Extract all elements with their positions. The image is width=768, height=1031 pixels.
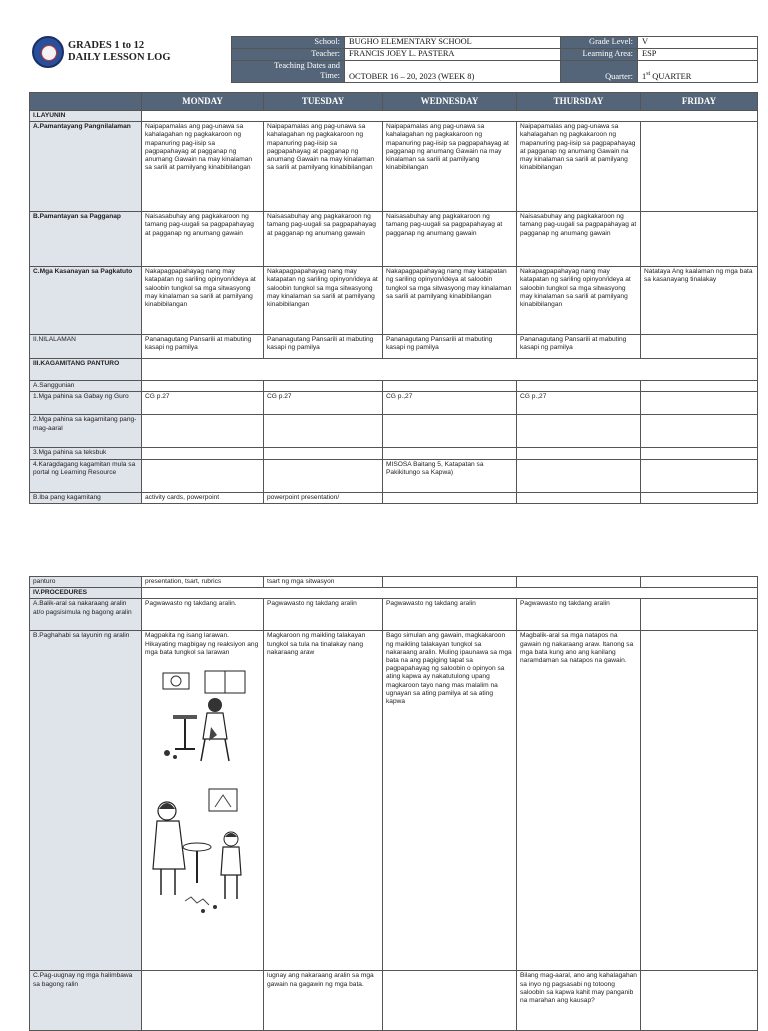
cell-mag-aaral-wednesday — [383, 415, 517, 448]
child-legs — [201, 739, 229, 761]
cell-mag-aaral-tuesday — [264, 415, 383, 448]
row-label-panturo: panturo — [30, 577, 142, 588]
cell-balik-monday: Pagwawasto ng takdang aralin. — [142, 599, 264, 631]
cell-panturo-friday — [641, 577, 758, 588]
cell-portal-friday — [641, 459, 758, 492]
cell-paghahabi-wednesday: Bago simulan ang gawain, magkakaroon ng maikling talakayan tungkol sa nakaraang aralin. Muling ipaunawa sa mga bata na ang pagiging tapat sa pagpapahayag ng saloobin o opinyon sa ating kapwa ay nakatutulong upang magkaroon tayo nang mas malalim na ugnayan sa ating pamilya at sa ating kapwa — [383, 631, 517, 971]
cell-gabay-monday: CG p.27 — [142, 392, 264, 415]
cell-sanggunian-monday — [142, 381, 264, 392]
header-title-line1: GRADES 1 to 12 — [68, 40, 145, 51]
table-leg — [175, 719, 195, 749]
cell-nilalaman-friday — [641, 335, 758, 359]
day-header-tuesday: TUESDAY — [264, 93, 383, 111]
cell-iba-monday: activity cards, powerpoint — [142, 492, 264, 503]
day-header-thursday: THURSDAY — [517, 93, 641, 111]
quarter-num: 1 — [642, 72, 647, 81]
section-layunin-blank — [142, 111, 758, 122]
row-label-kagamitang-mag-aaral: 2.Mga pahina sa kagamitang pang-mag-aaral — [30, 415, 142, 448]
cell-gabay-thursday: CG p.,27 — [517, 392, 641, 415]
toy-2 — [173, 755, 177, 759]
row-label-kasanayan: C.Mga Kasanayan sa Pagkatuto — [30, 267, 142, 335]
cell-teksbuk-friday — [641, 448, 758, 459]
cell-balik-wednesday: Pagwawasto ng takdang aralin — [383, 599, 517, 631]
cell-teksbuk-tuesday — [264, 448, 383, 459]
school-label: School: — [232, 37, 345, 49]
cell-balik-tuesday: Pagwawasto ng takdang aralin — [264, 599, 383, 631]
grade-level-value: V — [638, 37, 758, 49]
cell-pagganap-friday — [641, 212, 758, 267]
section-kagamitang-blank — [142, 359, 758, 381]
floor-scraps — [185, 897, 209, 905]
cell-paghahabi-tuesday: Magkaroon ng maikling talakayan tungkol sa tula na tinalakay nang nakaraang araw — [264, 631, 383, 971]
boy-body — [221, 847, 241, 875]
teaching-dates-label-line2: Time: — [320, 71, 340, 80]
cell-panturo-thursday — [517, 577, 641, 588]
school-value: BUGHO ELEMENTARY SCHOOL — [345, 37, 561, 49]
cell-mag-aaral-monday — [142, 415, 264, 448]
cell-portal-thursday — [517, 459, 641, 492]
cell-nilalaman-thursday: Pananagutang Pansarili at mabuting kasapi ng pamilya — [517, 335, 641, 359]
toy-1 — [164, 750, 170, 756]
teacher-value: FRANCIS JOEY L. PASTERA — [345, 49, 561, 61]
cell-paghahabi-monday — [142, 631, 264, 971]
teaching-dates-label — [232, 61, 345, 83]
teacher-label: Teacher: — [232, 49, 345, 61]
cell-teksbuk-thursday — [517, 448, 641, 459]
day-header-friday: FRIDAY — [641, 93, 758, 111]
boy-legs — [225, 875, 237, 899]
cell-sanggunian-friday — [641, 381, 758, 392]
row-label-pag-uugnay: C.Pag-uugnay ng mga halimbawa sa bagong ralin — [30, 971, 142, 1031]
day-header-monday: MONDAY — [142, 93, 264, 111]
picture-frame-2 — [209, 789, 237, 811]
row-label-iba-pang-kagamitan: B.Iba pang kagamitang — [30, 492, 142, 503]
row-label-teksbuk: 3.Mga pahina sa teksbuk — [30, 448, 142, 459]
cell-sanggunian-tuesday — [264, 381, 383, 392]
cell-portal-wednesday: MISOSA Baitang 5, Katapatan sa Pakikitungo sa Kapwa) — [383, 459, 517, 492]
row-label-pamantayan-pagganap: B.Pamantayan sa Pagganap — [30, 212, 142, 267]
cell-pamantayang-tuesday: Naipapamalas ang pag-unawa sa kahalagahan ng pagkakaroon ng mapanuring pag-iisip sa pagpapahayag at pagganap ng anumang Gawain na may kinalaman sa sarili at pamilyang kinabibilangan — [264, 122, 383, 212]
deped-seal-icon — [32, 36, 64, 68]
cell-iba-thursday — [517, 492, 641, 503]
quarter-rest: QUARTER — [650, 72, 692, 81]
section-layunin: I.LAYUNIN — [30, 111, 142, 122]
cell-pamantayang-thursday: Naipapamalas ang pag-unawa sa kahalagahan ng pagkakaroon ng mapanuring pag-iisip sa pagpapahayag at pagganap ng anumang Gawain na may kinalaman sa sarili at pamilyang kinabibilangan — [517, 122, 641, 212]
learning-area-label: Learning Area: — [561, 49, 638, 61]
cell-paguugnay-monday — [142, 971, 264, 1031]
quarter-sup: st — [646, 71, 651, 78]
cell-pamantayang-friday — [641, 122, 758, 212]
row-label-sanggunian: A.Sanggunian — [30, 381, 142, 392]
cell-mag-aaral-friday — [641, 415, 758, 448]
mother-dress — [153, 821, 185, 869]
grade-level-label: Grade Level: — [561, 37, 638, 49]
header-title-line2: DAILY LESSON LOG — [68, 52, 171, 63]
teaching-dates-value: OCTOBER 16 – 20, 2023 (WEEK 8) — [345, 61, 561, 83]
cell-paghahabi-thursday: Magbalik-aral sa mga natapos na gawain ng nakaraang araw. Itanong sa mga bata kung ano ang kanilang naramdaman sa natapos na gawain. — [517, 631, 641, 971]
cell-paguugnay-wednesday — [383, 971, 517, 1031]
cell-nilalaman-monday: Pananagutang Pansarili at mabuting kasapi ng pamilya — [142, 335, 264, 359]
cell-sanggunian-thursday — [517, 381, 641, 392]
row-label-pamantayang-pangnilalaman: A.Pamantayang Pangnilalaman — [30, 122, 142, 212]
floor-scrap-dot-1 — [213, 905, 217, 909]
cell-paguugnay-friday — [641, 971, 758, 1031]
lesson-log-table-page2 — [29, 576, 758, 1031]
cell-pamantayang-monday: Naipapamalas ang pag-unawa sa kahalagahan ng pagkakaroon ng mapanuring pag-iisip sa pagpapahayag at pagganap ng anumang Gawain na may kinalaman sa sarili at pamilyang kinabibilangan — [142, 122, 264, 212]
cell-panturo-tuesday: tsart ng mga sitwasyon — [264, 577, 383, 588]
cell-paghahabi-friday — [641, 631, 758, 971]
floor-scrap-dot-2 — [201, 909, 205, 913]
cell-balik-thursday: Pagwawasto ng takdang aralin — [517, 599, 641, 631]
classroom-illustration — [145, 669, 253, 929]
cell-pagganap-thursday: Naisasabuhay ang pagkakaroon ng tamang pag-uugali sa pagpapahayag at pagganap ng anumang gawain — [517, 212, 641, 267]
table-top — [173, 715, 197, 719]
row-label-balik-aral: A.Balik-aral sa nakaraang aralin at/o pagsisimula ng bagong aralin — [30, 599, 142, 631]
row-label-nilalaman: II.NILALAMAN — [30, 335, 142, 359]
cell-paguugnay-thursday: Bilang mag-aaral, ano ang kahalagahan sa inyo ng pagsasabi ng totoong saloobin sa kapwa kahit may panganib na marahan ang kausap? — [517, 971, 641, 1031]
cell-nilalaman-tuesday: Pananagutang Pansarili at mabuting kasapi ng pamilya — [264, 335, 383, 359]
learning-area-value: ESP — [638, 49, 758, 61]
cell-gabay-wednesday: CG p.,27 — [383, 392, 517, 415]
cell-gabay-tuesday: CG p.27 — [264, 392, 383, 415]
header-logo-block — [30, 34, 230, 82]
cell-kasanayan-friday: Natataya Ang kaalaman ng mga bata sa kasanayang tinalakay — [641, 267, 758, 335]
cell-balik-friday — [641, 599, 758, 631]
cell-panturo-monday: presentation, tsart, rubrics — [142, 577, 264, 588]
cell-kasanayan-wednesday: Nakapagpapahayag nang may katapatan ng sariling opinyon/ideya at saloobin tungkol sa mga sitwasyong may kinalaman sa sarili at pamilyang kinabibilangan — [383, 267, 517, 335]
cell-iba-wednesday — [383, 492, 517, 503]
header-info-table — [231, 36, 758, 83]
section-procedures-blank — [142, 588, 758, 599]
section-kagamitang-panturo: III.KAGAMITANG PANTURO — [30, 359, 142, 381]
cell-gabay-friday — [641, 392, 758, 415]
cell-nilalaman-wednesday: Pananagutang Pansarili at mabuting kasapi ng pamilya — [383, 335, 517, 359]
cell-teksbuk-wednesday — [383, 448, 517, 459]
cell-iba-tuesday: powerpoint presentation/ — [264, 492, 383, 503]
lesson-log-table-page1 — [29, 92, 758, 504]
row-label-paghahabi: B.Paghahabi sa layunin ng aralin — [30, 631, 142, 971]
quarter-value — [638, 61, 758, 83]
cell-pagganap-wednesday: Naisasabuhay ang pagkakaroon ng tamang pag-uugali sa pagpapahayag at pagganap ng anumang gawain — [383, 212, 517, 267]
row-label-gabay-guro: 1.Mga pahina sa Gabay ng Guro — [30, 392, 142, 415]
day-header-blank — [30, 93, 142, 111]
cell-mag-aaral-thursday — [517, 415, 641, 448]
cell-pagganap-monday: Naisasabuhay ang pagkakaroon ng tamang pag-uugali sa pagpapahayag at pagganap ng anumang gawain — [142, 212, 264, 267]
cell-portal-tuesday — [264, 459, 383, 492]
picture-frame-1 — [163, 673, 189, 689]
frame-1-art — [171, 676, 181, 686]
cell-pamantayang-wednesday: Naipapamalas ang pag-unawa sa kahalagahan ng pagkakaroon ng mapanuring pag-iisip sa pagpapahayag at pagganap ng anumang Gawain na may kinalaman sa sarili at pamilyang kinabibilangan — [383, 122, 517, 212]
cell-iba-friday — [641, 492, 758, 503]
day-header-wednesday: WEDNESDAY — [383, 93, 517, 111]
cell-kasanayan-monday: Nakapagpapahayag nang may katapatan ng sariling opinyon/ideya at saloobin tungkol sa mga sitwasyong may kinalaman sa sarili at pamilyang kinabibilangan — [142, 267, 264, 335]
teaching-dates-label-line1: Teaching Dates and — [274, 61, 340, 70]
cell-kasanayan-thursday: Nakapagpapahayag nang may katapatan ng sariling opinyon/ideya at saloobin tungkol sa mga sitwasyong may kinalaman sa sarili at pamilyang kinabibilangan — [517, 267, 641, 335]
child-head — [208, 698, 222, 712]
quarter-label: Quarter: — [561, 61, 638, 83]
cell-teksbuk-monday — [142, 448, 264, 459]
cell-pagganap-tuesday: Naisasabuhay ang pagkakaroon ng tamang pag-uugali sa pagpapahayag at pagganap ng anumang gawain — [264, 212, 383, 267]
mother-legs — [161, 869, 175, 895]
paghahabi-monday-text: Magpakita ng isang larawan. Hikayating magbigay ng reaksiyon ang mga bata tungkol sa larawan — [145, 632, 259, 656]
cell-sanggunian-wednesday — [383, 381, 517, 392]
cell-portal-monday — [142, 459, 264, 492]
row-label-portal: 4.Karagdagang kagamitan mula sa portal ng Learning Resource — [30, 459, 142, 492]
side-table — [183, 843, 211, 851]
cell-paguugnay-tuesday: lugnay ang nakaraang aralin sa mga gawain na gagawin ng mga bata. — [264, 971, 383, 1031]
cell-panturo-wednesday — [383, 577, 517, 588]
section-procedures: IV.PROCEDURES — [30, 588, 142, 599]
cell-kasanayan-tuesday: Nakapagpapahayag nang may katapatan ng sariling opinyon/ideya at saloobin tungkol sa mga sitwasyong may kinalaman sa sarili at pamilyang kinabibilangan — [264, 267, 383, 335]
frame-2-art — [215, 795, 231, 807]
